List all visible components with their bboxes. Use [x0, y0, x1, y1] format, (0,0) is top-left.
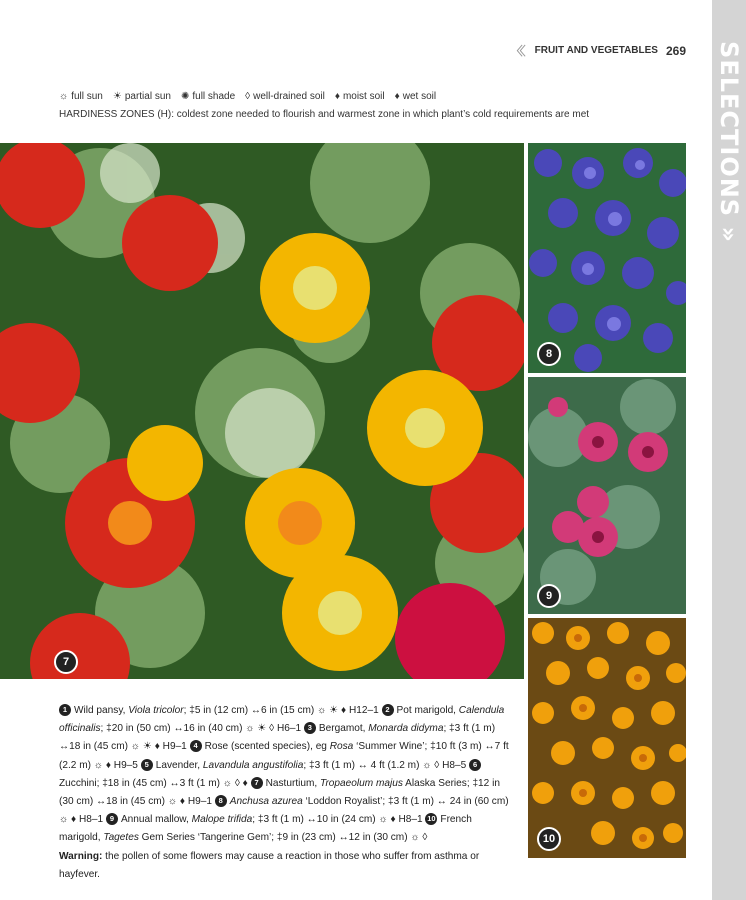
caption-number: 4 — [190, 740, 202, 752]
nasturtium-photo — [0, 143, 524, 679]
well-drained-soil-icon: ◊ — [245, 91, 251, 102]
legend-item: ☀ partial sun — [112, 91, 171, 102]
marigold-photo — [528, 618, 686, 858]
nasturtium-illustration — [0, 143, 524, 679]
wet-soil-icon: ♦ — [394, 91, 400, 102]
caption-item: 4 Rose (scented species), eg Rosa ‘Summer Wine’; ‡10 ft (3 m) ↔7 ft (2.2 m) ☼ ♦ H9–5 — [59, 741, 509, 771]
mallow-illustration — [528, 377, 686, 614]
page-number: 269 — [665, 43, 686, 58]
legend-item: ♦ moist soil — [334, 91, 385, 102]
caption-number: 8 — [215, 795, 227, 807]
running-head — [511, 42, 686, 59]
legend-item: ☼ full sun — [59, 91, 103, 102]
caption-item: 8 Anchusa azurea ‘Loddon Royalist’; ‡3 ft (1 m) ↔ 24 in (60 cm) ☼ ♦ H8–1 — [59, 796, 509, 826]
anchusa-illustration — [528, 143, 686, 373]
caption-number: 5 — [141, 759, 153, 771]
symbol-legend — [59, 91, 436, 102]
caption-item: 1 Wild pansy, Viola tricolor; ‡5 in (12 cm) ↔6 in (15 cm) ☼ ☀ ♦ H12–1 — [59, 705, 382, 716]
warning-note — [59, 848, 514, 884]
photo-badge: 8 — [537, 342, 561, 366]
moist-soil-icon: ♦ — [334, 91, 340, 102]
legend-item: ♦ wet soil — [394, 91, 437, 102]
anchusa-photo — [528, 143, 686, 373]
photo-badge: 10 — [537, 827, 561, 851]
caption-item: 6Zucchini; ‡18 in (45 cm) ↔3 ft (1 m) ☼ ◊ ♦ — [59, 760, 484, 789]
hardiness-note: HARDINESS ZONES (H): coldest zone needed to flourish and warmest zone in which plant’s cold requirements are met — [59, 109, 590, 120]
caption-number: 9 — [106, 813, 118, 825]
warning-text: the pollen of some flowers may cause a reaction in those who suffer from asthma or hayfever. — [59, 850, 480, 880]
section-title: FRUIT AND VEGETABLES — [534, 45, 658, 56]
caption-number: 6 — [469, 759, 481, 771]
legend-item: ◊ well-drained soil — [245, 91, 325, 102]
caption-number: 1 — [59, 704, 71, 716]
partial-sun-icon: ☀ — [112, 91, 122, 102]
mallow-photo — [528, 377, 686, 614]
double-chevron-left-icon: 〈〈 — [510, 44, 523, 58]
photo-badge: 7 — [54, 650, 78, 674]
caption-item: 7 Nasturtium, Tropaeolum majus Alaska Series; ‡12 in (30 cm) ↔18 in (45 cm) ☼ ♦ H9–1 — [59, 777, 500, 808]
caption-item: 3 Bergamot, Monarda didyma; ‡3 ft (1 m) ↔18 in (45 cm) ☼ ☀ ♦ H9–1 — [59, 723, 496, 753]
caption-number: 7 — [251, 777, 263, 789]
caption-item: 9 Annual mallow, Malope trifida; ‡3 ft (1 m) ↔10 in (24 cm) ☼ ♦ H8–1 — [106, 814, 425, 825]
full-sun-icon: ☼ — [59, 91, 69, 102]
full-shade-icon: ✺ — [180, 91, 190, 102]
photo-badge: 9 — [537, 584, 561, 608]
caption-number: 2 — [382, 704, 394, 716]
side-tab-label: SELECTIONS » — [715, 41, 743, 243]
marigold-illustration — [528, 618, 686, 858]
legend-item: ✺ full shade — [180, 91, 236, 102]
caption-number: 10 — [427, 814, 436, 824]
caption-item: 5 Lavender, Lavandula angustifolia; ‡3 ft (1 m) ↔ 4 ft (1.2 m) ☼ ◊ H8–5 — [141, 760, 469, 771]
warning-label: Warning: — [59, 850, 103, 862]
plant-captions — [59, 702, 514, 884]
caption-number: 3 — [304, 722, 316, 734]
caption-item: 2 Pot marigold, Calendula officinalis; ‡20 in (50 cm) ↔16 in (40 cm) ☼ ☀ ◊ H6–1 — [59, 705, 505, 735]
caption-paragraph — [59, 702, 514, 848]
caption-item: 10 French marigold, Tagetes Gem Series ‘Tangerine Gem’; ‡9 in (23 cm) ↔12 in (30 cm) ☼ ◊ — [59, 814, 472, 844]
